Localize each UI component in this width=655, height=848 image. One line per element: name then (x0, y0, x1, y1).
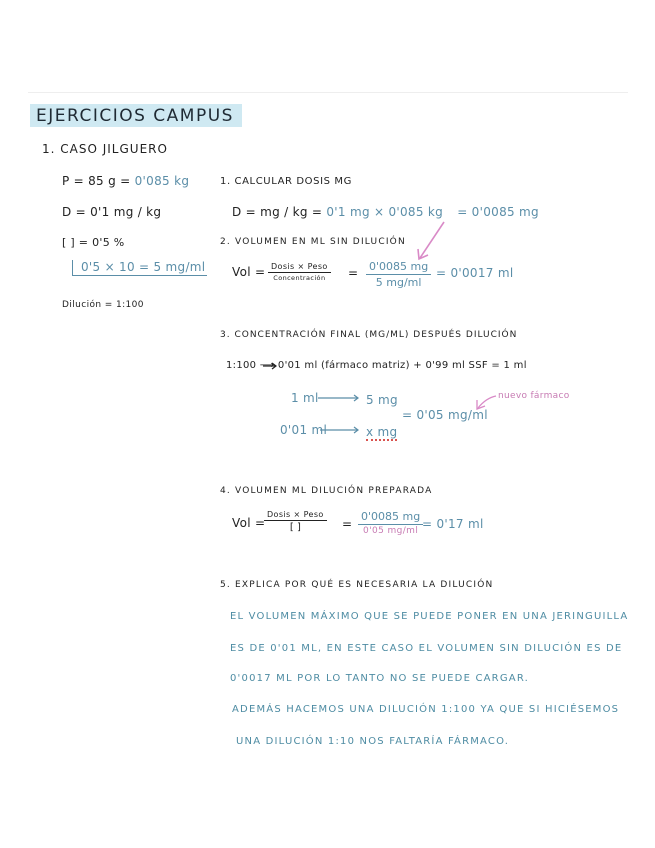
q3-dilution-line: 1:100 ⟶ 0'01 ml (fármaco matriz) + 0'99 ml SSF = 1 ml (226, 360, 527, 371)
q5-line-1: EL VOLUMEN MÁXIMO QUE SE PUEDE PONER EN UNA JERINGUILLA (230, 611, 629, 622)
q2-heading: 2. VOLUMEN EN ML SIN DILUCIÓN (220, 237, 406, 247)
arrow-rule-row1 (318, 395, 358, 401)
q3-rule-row2-right: x mg (366, 425, 398, 439)
q2-fraction-values: $\frac{0'0085 mg}{5 mg/ml}$ (366, 260, 431, 289)
q5-line-4: ADEMÁS HACEMOS UNA DILUCIÓN 1:100 YA QUE SI HICIÉSEMOS (232, 704, 620, 715)
q3-result: = 0'05 mg/ml (402, 408, 488, 422)
given-weight: P = 85 g = 0'085 kg (62, 174, 190, 188)
q3-rule-row2-left: 0'01 ml (280, 423, 328, 437)
q1-formula: D = mg / kg = 0'1 mg × 0'085 kg = 0'0085 mg (232, 205, 539, 219)
q4-heading: 4. VOLUMEN ML DILUCIÓN PREPARADA (220, 486, 433, 496)
q3-rule-row1-left: 1 ml (291, 391, 319, 405)
given-dilution: Dilución = 1:100 (62, 300, 144, 310)
q3-rule-row1-right: 5 mg (366, 393, 398, 407)
arrow-q1-to-q2 (418, 222, 444, 259)
top-divider (28, 92, 628, 93)
q4-result: = 0'17 ml (422, 517, 484, 531)
given-dose: D = 0'1 mg / kg (62, 205, 162, 219)
page-title: EJERCICIOS CAMPUS (30, 104, 242, 127)
q2-vol-label: Vol = (232, 265, 266, 279)
q4-fraction-values: 0'0085 mg 0'05 mg/ml (358, 510, 423, 536)
q2-equals: = (348, 266, 359, 280)
q1-heading: 1. CALCULAR DOSIS MG (220, 176, 352, 187)
q4-vol-label: Vol = (232, 516, 266, 530)
q2-fraction: Dosis × Peso Concentración (268, 262, 331, 282)
q5-line-2: ES DE 0'01 ML, EN ESTE CASO EL VOLUMEN SIN DILUCIÓN ES DE (230, 643, 623, 654)
given-concentration: [ ] = 0'5 % (62, 236, 125, 249)
q3-heading: 3. CONCENTRACIÓN FINAL (MG/ML) DESPUÉS DILUCIÓN (220, 330, 518, 340)
q2-result: = 0'0017 ml (436, 266, 514, 280)
q4-equals: = (342, 517, 353, 531)
q4-fraction: Dosis × Peso [ ] (264, 510, 327, 533)
case-heading: 1. CASO JILGUERO (42, 142, 168, 156)
given-concentration-calc: 0'5 × 10 = 5 mg/ml (72, 260, 207, 276)
q5-line-5: UNA DILUCIÓN 1:10 NOS FALTARÍA FÁRMACO. (236, 736, 510, 747)
q5-heading: 5. EXPLICA POR QUÉ ES NECESARIA LA DILUCIÓN (220, 580, 494, 590)
q3-annotation: nuevo fármaco (498, 391, 570, 401)
q5-line-3: 0'0017 ML POR LO TANTO NO SE PUEDE CARGAR. (230, 673, 529, 684)
